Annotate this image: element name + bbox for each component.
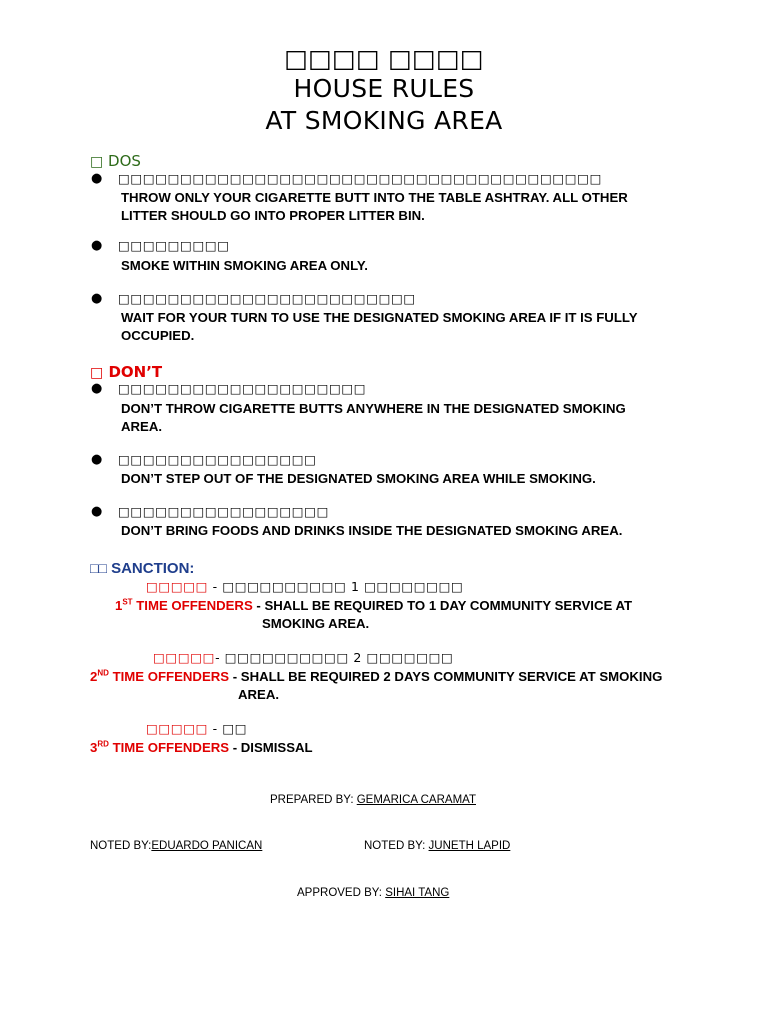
dos-item-1-line1: THROW ONLY YOUR CIGARETTE BUTT INTO THE TABLE ASHTRAY. ALL OTHER xyxy=(121,190,628,205)
sanction-3-line1 xyxy=(90,739,313,757)
sanction-1-line2: SMOKING AREA. xyxy=(262,616,370,631)
bullet-icon: ● xyxy=(91,504,103,519)
prepared-by: PREPARED BY: GEMARICA CARAMAT xyxy=(270,794,476,806)
sanction-1-penalty: - SHALL BE REQUIRED TO 1 DAY COMMUNITY SERVICE AT xyxy=(252,598,633,613)
sanction-1-line1 xyxy=(115,597,632,615)
dos-item-1-line2: LITTER SHOULD GO INTO PROPER LITTER BIN. xyxy=(121,208,425,223)
donts-item-1-line2: AREA. xyxy=(121,419,163,434)
donts-item-3-line1: DON’T BRING FOODS AND DRINKS INSIDE THE DESIGNATED SMOKING AREA. xyxy=(121,523,623,538)
bullet-icon: ● xyxy=(91,291,103,306)
donts-heading xyxy=(90,363,162,382)
sanction-2-chinese xyxy=(153,650,453,665)
dos-label: DOS xyxy=(108,152,141,170)
chinese-title: □□□□ □□□□ xyxy=(284,44,484,73)
dos-item-3-line1: WAIT FOR YOUR TURN TO USE THE DESIGNATED SMOKING AREA IF IT IS FULLY xyxy=(121,310,638,325)
title-smoking-area: AT SMOKING AREA xyxy=(265,106,503,135)
sanction-2-penalty: - SHALL BE REQUIRED 2 DAYS COMMUNITY SERVICE AT SMOKING xyxy=(229,669,663,684)
sanction-heading xyxy=(90,559,194,578)
dos-item-3-line2: OCCUPIED. xyxy=(121,328,195,343)
bullet-icon: ● xyxy=(91,171,103,186)
sanction-2-ordinal: 2ND TIME OFFENDERS xyxy=(90,668,230,684)
sanction-1-chinese-rest: - □□□□□□□□□□ 1 □□□□□□□□ xyxy=(208,579,464,594)
bullet-icon: ● xyxy=(91,238,103,253)
approved-by: APPROVED BY: SIHAI TANG xyxy=(297,887,450,899)
dos-heading xyxy=(90,152,141,171)
sanction-1-chinese-red: □□□□□ xyxy=(146,579,209,594)
donts-item-1-line1: DON’T THROW CIGARETTE BUTTS ANYWHERE IN THE DESIGNATED SMOKING xyxy=(121,401,626,416)
sanction-1-ordinal: 1ST TIME OFFENDERS xyxy=(115,597,253,613)
sanction-3-ordinal: 3RD TIME OFFENDERS xyxy=(90,739,230,755)
dos-item-2-chinese: □□□□□□□□□ xyxy=(118,238,230,253)
donts-label: DON’T xyxy=(108,363,163,381)
sanction-2-chinese-red: □□□□□ xyxy=(153,650,216,665)
sanction-icon: □□ xyxy=(90,560,107,576)
sanction-3-chinese xyxy=(146,721,247,736)
dos-item-3-chinese: □□□□□□□□□□□□□□□□□□□□□□□□ xyxy=(118,291,416,306)
noted-by-1-name: EDUARDO PANICAN xyxy=(151,840,263,852)
approved-by-name: SIHAI TANG xyxy=(385,887,450,899)
dos-item-1-chinese: □□□□□□□□□□□□□□□□□□□□□□□□□□□□□□□□□□□□□□□ xyxy=(118,171,603,186)
sanction-3-penalty: - DISMISSAL xyxy=(229,740,313,755)
noted-by-2-name: JUNETH LAPID xyxy=(428,840,511,852)
donts-item-2-line1: DON’T STEP OUT OF THE DESIGNATED SMOKING AREA WHILE SMOKING. xyxy=(121,471,596,486)
title-house-rules: HOUSE RULES xyxy=(293,74,475,103)
donts-item-1-chinese: □□□□□□□□□□□□□□□□□□□□ xyxy=(118,381,367,396)
sanction-2-line2: AREA. xyxy=(238,687,280,702)
sanction-3-chinese-rest: - □□ xyxy=(208,721,248,736)
noted-by-2: NOTED BY: JUNETH LAPID xyxy=(364,840,511,852)
sanction-3-chinese-red: □□□□□ xyxy=(146,721,209,736)
sanction-1-chinese xyxy=(146,579,463,594)
sanction-2-line1 xyxy=(90,668,662,686)
sanction-label: SANCTION: xyxy=(111,560,195,577)
dos-icon: □ xyxy=(90,154,104,170)
prepared-by-name: GEMARICA CARAMAT xyxy=(356,794,476,806)
bullet-icon: ● xyxy=(91,452,103,467)
donts-icon: □ xyxy=(90,365,104,381)
noted-by-1: NOTED BY:EDUARDO PANICAN xyxy=(90,840,263,852)
sanction-2-chinese-rest: - □□□□□□□□□□ 2 □□□□□□□ xyxy=(215,650,454,665)
dos-item-2-line1: SMOKE WITHIN SMOKING AREA ONLY. xyxy=(121,258,368,273)
donts-item-3-chinese: □□□□□□□□□□□□□□□□□ xyxy=(118,504,329,519)
donts-item-2-chinese: □□□□□□□□□□□□□□□□ xyxy=(118,452,317,467)
bullet-icon: ● xyxy=(91,381,103,396)
